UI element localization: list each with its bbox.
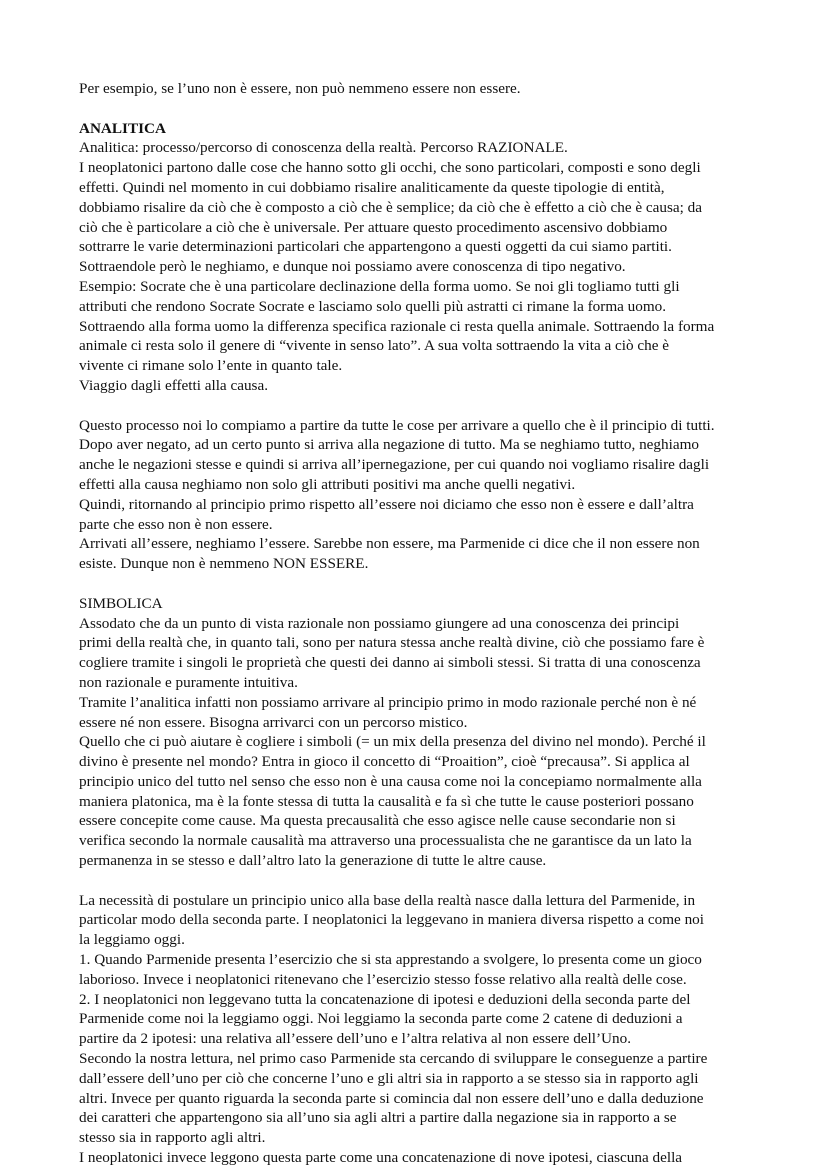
text-line: non razionale e puramente intuitiva. xyxy=(79,673,298,691)
text-line: Viaggio dagli effetti alla causa. xyxy=(79,376,268,394)
text-line: Tramite l’analitica infatti non possiamo arrivare al principio primo in modo razionale perché non è né xyxy=(79,693,697,711)
paragraph-spacer xyxy=(79,574,755,594)
paragraph xyxy=(79,79,755,99)
text-line: Assodato che da un punto di vista razionale non possiamo giungere ad una conoscenza dei principi xyxy=(79,614,680,632)
text-line: la leggiamo oggi. xyxy=(79,931,185,949)
text-line: partire da 2 ipotesi: una relativa all’essere dell’uno e l’altra relativa al non essere dell’Uno. xyxy=(79,1030,632,1048)
text-line: ciò che è particolare a ciò che è universale. Per attuare questo procedimento ascensivo dobbiamo xyxy=(79,218,668,236)
text-line: 1. Quando Parmenide presenta l’esercizio che si sta apprestando a svolgere, lo presenta come un gioco xyxy=(79,951,702,969)
text-line: essere né non essere. Bisogna arrivarci con un percorso mistico. xyxy=(79,713,468,731)
text-line: anche le negazioni stesse e quindi si arriva all’ipernegazione, per cui quando noi vogliamo risalire dagli xyxy=(79,456,710,474)
text-line: Dopo aver negato, ad un certo punto si arriva alla negazione di tutto. Ma se neghiamo tutto, neghiamo xyxy=(79,436,699,454)
text-line: dall’essere dell’uno per ciò che concerne l’uno e gli altri sia in rapporto a se stesso sia in rapporto agli xyxy=(79,1069,699,1087)
text-line: cogliere tramite i singoli le proprietà che questi dei danno ai simboli stessi. Si tratta di una conoscenza xyxy=(79,654,701,672)
text-line: I neoplatonici invece leggono questa parte come una concatenazione di nove ipotesi, ciascuna della xyxy=(79,1149,683,1167)
text-line: La necessità di postulare un principio unico alla base della realtà nasce dalla lettura del Parmenide, in xyxy=(79,891,696,909)
text-line: principio unico del tutto nel senso che esso non è una causa come noi la concepiamo normalmente alla xyxy=(79,772,702,790)
text-line: Per esempio, se l’uno non è essere, non può nemmeno essere non essere. xyxy=(79,80,521,97)
paragraph xyxy=(79,138,755,395)
text-line: Arrivati all’essere, neghiamo l’essere. Sarebbe non essere, ma Parmenide ci dice che il non essere non xyxy=(79,535,700,553)
text-line: laborioso. Invece i neoplatonici ritenevano che l’esercizio stesso fosse relativo alla realtà delle cose. xyxy=(79,970,687,988)
text-line: Sottraendo alla forma uomo la differenza specifica razionale ci resta quella animale. Sottraendo la forma xyxy=(79,317,715,335)
text-line: parte che esso non è non essere. xyxy=(79,515,273,533)
text-line: effetti alla causa neghiamo non solo gli attributi positivi ma anche quelli negativi. xyxy=(79,475,576,493)
text-line: Secondo la nostra lettura, nel primo caso Parmenide sta cercando di sviluppare le conseguenze a partire xyxy=(79,1050,708,1068)
paragraph-spacer xyxy=(79,396,755,416)
section-heading xyxy=(79,594,755,614)
text-line: Esempio: Socrate che è una particolare declinazione della forma uomo. Se noi gli togliamo tutti gli xyxy=(79,277,680,295)
text-line: effetti. Quindi nel momento in cui dobbiamo risalire analiticamente da queste tipologie di entità, xyxy=(79,178,665,196)
text-line: Parmenide come noi la leggiamo oggi. Noi leggiamo la seconda parte come 2 catene di deduzioni a xyxy=(79,1010,683,1028)
text-line: vivente ci rimane solo l’ente in quanto tale. xyxy=(79,357,343,375)
text-line: SIMBOLICA xyxy=(79,594,163,612)
text-line: Quello che ci può aiutare è cogliere i simboli (= un mix della presenza del divino nel mondo). Perché il xyxy=(79,733,706,751)
paragraph-spacer xyxy=(79,871,755,891)
text-line: dei caratteri che appartengono sia all’uno sia agli altri a partire dalla negazione sia in rapporto a se xyxy=(79,1109,677,1127)
text-line: sottrarre le varie determinazioni particolari che appartengono a questi oggetti da cui siamo partiti. xyxy=(79,238,672,256)
text-line: esiste. Dunque non è nemmeno NON ESSERE. xyxy=(79,555,369,573)
text-line: 2. I neoplatonici non leggevano tutta la concatenazione di ipotesi e deduzioni della seconda parte del xyxy=(79,990,691,1008)
text-line: Sottraendole però le neghiamo, e dunque noi possiamo avere conoscenza di tipo negativo. xyxy=(79,258,626,276)
text-line: altri. Invece per quanto riguarda la seconda parte si comincia dal non essere dell’uno e dalla deduzione xyxy=(79,1089,704,1107)
text-line: animale ci resta solo il genere di “vivente in senso lato”. A sua volta sottraendo la vita a ciò che è xyxy=(79,337,670,355)
text-line: Analitica: processo/percorso di conoscenza della realtà. Percorso RAZIONALE. xyxy=(79,139,568,157)
paragraph xyxy=(79,416,755,574)
text-line: essere concepite come cause. Ma questa precausalità che esso agisce nelle cause secondarie non si xyxy=(79,812,676,830)
text-line: Quindi, ritornando al principio primo rispetto all’essere noi diciamo che esso non è essere e dall’altra xyxy=(79,495,694,513)
text-line: stesso sia in rapporto agli altri. xyxy=(79,1129,266,1147)
text-line: permanenza in se stesso e dall’altro lato la generazione di tutte le altre cause. xyxy=(79,852,547,870)
paragraph xyxy=(79,614,755,871)
text-line: I neoplatonici partono dalle cose che hanno sotto gli occhi, che sono particolari, composti e sono degli xyxy=(79,159,701,177)
text-line: divino è presente nel mondo? Entra in gioco il concetto di “Proaition”, cioè “precausa”. Si applica al xyxy=(79,753,690,771)
text-line: attributi che rendono Socrate Socrate e lasciamo solo quelli più astratti ci rimane la forma uomo. xyxy=(79,297,667,315)
text-line: ANALITICA xyxy=(79,119,166,137)
text-line: primi della realtà che, in quanto tali, sono per natura stessa anche realtà divine, ciò che possiamo fare è xyxy=(79,634,705,652)
paragraph xyxy=(79,891,755,1168)
paragraph-spacer xyxy=(79,99,755,119)
text-line: dobbiamo risalire da ciò che è composto a ciò che è semplice; da ciò che è effetto a ciò che è causa; da xyxy=(79,198,702,216)
text-line: Questo processo noi lo compiamo a partire da tutte le cose per arrivare a quello che è il principio di tutti. xyxy=(79,416,715,434)
text-line: particolar modo della seconda parte. I neoplatonici la leggevano in maniera diversa rispetto a come noi xyxy=(79,911,704,929)
text-line: maniera platonica, ma è la fonte stessa di tutta la causalità e fa sì che tutte le cause posteriori possano xyxy=(79,792,694,810)
document-page xyxy=(79,79,755,1168)
text-line: verifica secondo la normale causalità ma attraverso una processualista che ne garantisce da un lato la xyxy=(79,832,692,850)
section-heading xyxy=(79,119,755,139)
